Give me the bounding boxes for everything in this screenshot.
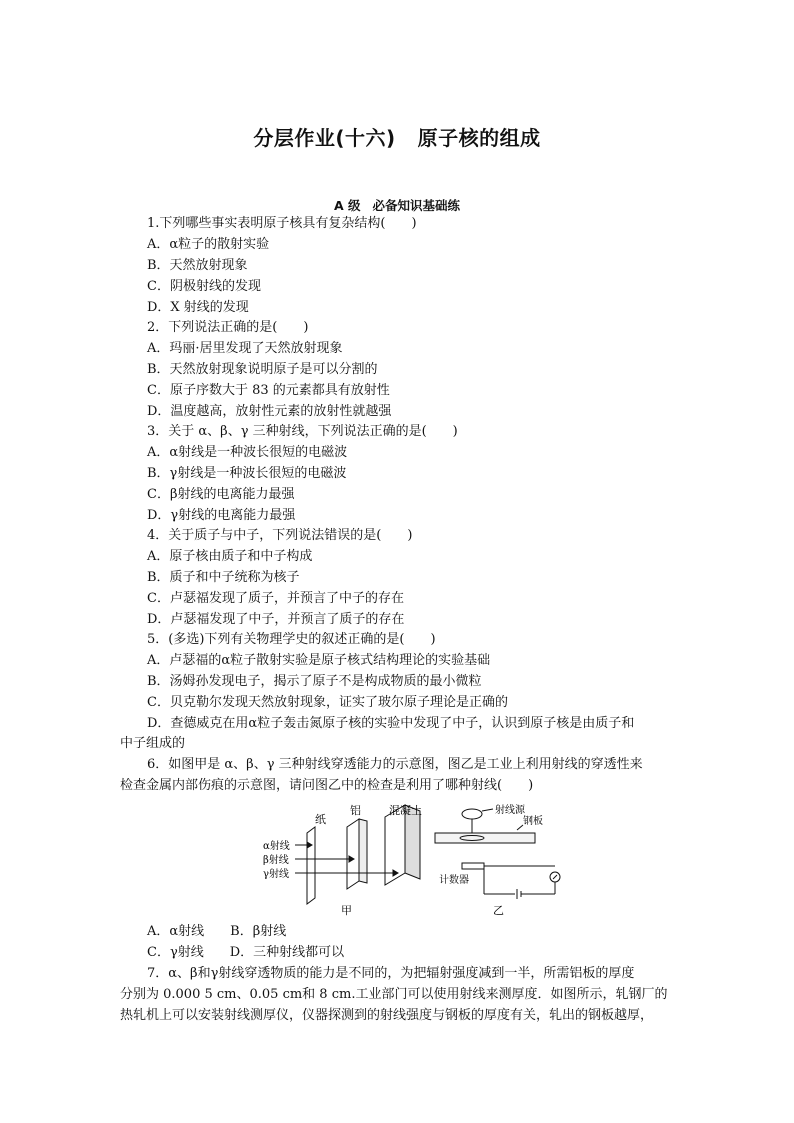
fig-label-steel: 钢板	[523, 816, 543, 827]
q1-option-a: A．α粒子的散射实验	[147, 237, 270, 252]
q3-option-c: C．β射线的电离能力最强	[147, 487, 295, 502]
q7-stem-line2: 分别为 0.000 5 cm、0.05 cm和 8 cm.工业部门可以使用射线来测厚度．如图所示，轧钢厂的	[120, 987, 668, 1002]
fig-label-counter: 计数器	[439, 875, 469, 886]
q2-option-d: D．温度越高，放射性元素的放射性就越强	[147, 404, 392, 419]
fig-label-paper: 纸	[315, 813, 326, 826]
q5-option-c: C．贝克勒尔发现天然放射现象，证实了玻尔原子理论是正确的	[147, 695, 508, 710]
section-heading	[0, 196, 794, 214]
q4-option-a: A．原子核由质子和中子构成	[147, 549, 313, 564]
q5-option-a: A．卢瑟福的α粒子散射实验是原子核式结构理论的实验基础	[147, 653, 491, 668]
q5-option-d-line2: 中子组成的	[120, 736, 186, 751]
fig-label-concrete: 混凝土	[389, 804, 422, 817]
q2-option-a: A．玛丽·居里发现了天然放射现象	[147, 341, 343, 356]
q4-option-c: C．卢瑟福发现了质子，并预言了中子的存在	[147, 591, 404, 606]
q2-stem: 2．下列说法正确的是( )	[147, 320, 309, 335]
q4-stem: 4．关于质子与中子，下列说法错误的是( )	[147, 528, 413, 543]
fig-label-yi: 乙	[493, 904, 504, 917]
q7-stem-line3: 热轧机上可以安装射线测厚仪，仪器探测到的射线强度与钢板的厚度有关，轧出的钢板越厚，	[120, 1008, 654, 1023]
section-level: A 级	[333, 198, 361, 213]
fig-label-alpha: α射线	[263, 841, 290, 852]
q4-option-b: B．质子和中子统称为核子	[147, 570, 300, 585]
q3-option-b: B．γ射线是一种波长很短的电磁波	[147, 466, 347, 481]
q1-stem: 1.下列哪些事实表明原子核具有复杂结构( )	[147, 216, 417, 231]
page-title	[0, 122, 794, 151]
section-name: 必备知识基础练	[372, 198, 461, 213]
q2-option-b: B．天然放射现象说明原子是可以分割的	[147, 362, 378, 377]
fig-label-aluminum: 铝	[350, 804, 361, 817]
q3-stem: 3．关于 α、β、γ 三种射线，下列说法正确的是( )	[147, 424, 458, 439]
fig-label-beta: β射线	[263, 855, 289, 866]
q1-option-c: C．阴极射线的发现	[147, 279, 261, 294]
q5-option-b: B．汤姆孙发现电子，揭示了原子不是构成物质的最小微粒	[147, 674, 482, 689]
title-part2: 原子核的组成	[417, 126, 541, 150]
fig-label-source: 射线源	[495, 805, 525, 816]
q6-stem-line2: 检查金属内部伤痕的示意图，请问图乙中的检查是利用了哪种射线( )	[120, 778, 534, 793]
q7-stem-line1: 7．α、β和γ射线穿透物质的能力是不同的，为把辐射强度减到一半，所需铝板的厚度	[147, 966, 635, 981]
q3-option-a: A．α射线是一种波长很短的电磁波	[147, 445, 348, 460]
fig-label-jia: 甲	[341, 904, 352, 917]
q6-figure	[255, 803, 575, 918]
q6-options-line1: A．α射线 B．β射线	[147, 924, 287, 939]
q5-stem: 5．(多选)下列有关物理学史的叙述正确的是( )	[147, 632, 436, 647]
fig-label-gamma: γ射线	[263, 869, 289, 880]
q4-option-d: D．卢瑟福发现了中子，并预言了质子的存在	[147, 612, 405, 627]
q6-stem-line1: 6．如图甲是 α、β、γ 三种射线穿透能力的示意图，图乙是工业上利用射线的穿透性来	[147, 757, 643, 772]
q5-option-d-line1: D．查德威克在用α粒子轰击氮原子核的实验中发现了中子，认识到原子核是由质子和	[147, 716, 635, 731]
q1-option-d: D．X 射线的发现	[147, 300, 249, 315]
q3-option-d: D．γ射线的电离能力最强	[147, 508, 296, 523]
q6-options-line2: C．γ射线 D．三种射线都可以	[147, 945, 345, 960]
q1-option-b: B．天然放射现象	[147, 258, 248, 273]
q2-option-c: C．原子序数大于 83 的元素都具有放射性	[147, 383, 390, 398]
figure-jia	[295, 805, 420, 904]
title-part1: 分层作业(十六)	[253, 126, 396, 150]
